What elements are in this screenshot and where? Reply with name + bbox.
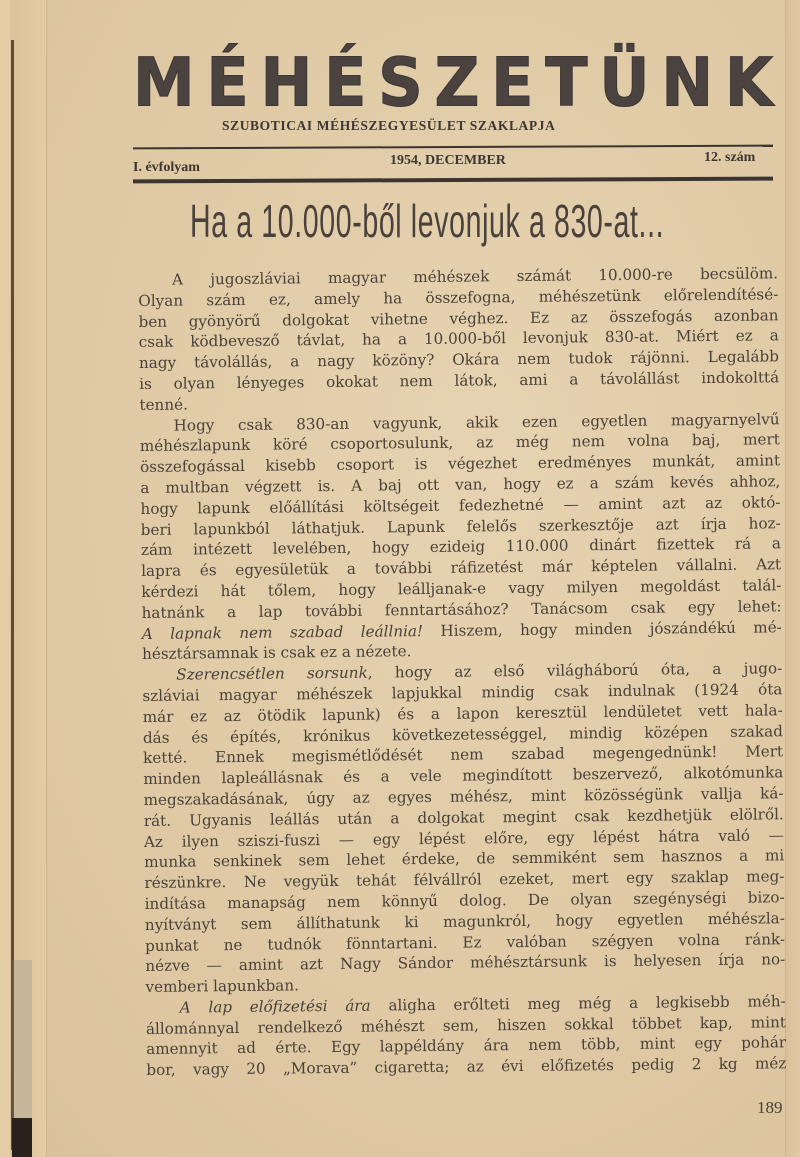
line-text: Hogy csak 830-an vagyunk, akik ezen egyetlen magyarnyelvű	[173, 409, 780, 435]
line-text: is olyan lényeges okokat nem látok, ami a távolállást indokolttá	[139, 368, 780, 393]
line-text: lapra és egyesületük a további ráfizetést már képtelen vállalni. Azt	[141, 555, 782, 581]
line-text: nyítványt sem állíthatunk ki magunkról, hogy egyetlen méhészla-	[144, 908, 785, 934]
line-text: a multban végzett is. A baj ott van, hogy ez a szám kevés ahhoz,	[140, 472, 781, 497]
masthead-letter: K	[724, 43, 773, 122]
emphasized-phrase: Szerencsétlen sorsunk	[176, 663, 368, 684]
line-text: ben gyönyörű dolgokat vihetne véghez. Ez az összefogás azonban	[138, 305, 779, 331]
line-text: hatnánk a lap további fenntartásához? Tanácsom csak egy lehet:	[141, 597, 782, 622]
page-number: 189	[757, 1098, 783, 1117]
line-text: megszakadásának, úgy az egyes méhész, mint közösségünk vallja ká-	[143, 784, 784, 809]
line-text: A jugoszláviai magyar méhészek számát 10.000-re becsülöm.	[172, 264, 779, 289]
line-text: vemberi lapunkban.	[145, 976, 300, 997]
masthead-letter: É	[324, 43, 367, 122]
masthead-letter: É	[206, 43, 249, 122]
line-text: dás és építés, krónikus következetességgel, mindig középen szakad	[142, 721, 783, 747]
masthead-letter: S	[378, 43, 423, 122]
masthead-title	[133, 43, 773, 122]
line-text: ketté. Ennek megismétlődését nem szabad megengednünk! Mert	[143, 742, 784, 768]
line-text: rát. Ugyanis leállás után a dolgokat megint csak kezdhetjük elölről.	[143, 804, 784, 830]
line-text: munka senkinek sem lehet érdeke, de semmiként sem hasznos a mi	[144, 846, 785, 872]
masthead-letter: H	[260, 43, 313, 122]
masthead-letter: Ü	[599, 43, 650, 122]
line-text: csak ködbevesző távlat, ha a 10.000-ből levonjuk 830-at. Miért ez a	[138, 326, 779, 352]
line-text: nézve — amint azt Nagy Sándor méhésztársunk is helyesen írja no-	[145, 950, 786, 976]
masthead-letter: M	[133, 43, 195, 122]
line-text: amennyit ad érte. Egy lappéldány ára nem több, mint egy pohár	[146, 1033, 787, 1059]
line-text: kérdezi hát tőlem, hogy leálljanak-e vagy milyen megoldást talál-	[141, 576, 782, 601]
line-text: , hogy az első világháború óta, a jugo-	[367, 659, 783, 682]
emphasized-phrase: A lapnak nem szabad leállnia!	[141, 621, 424, 643]
masthead-letter: Z	[434, 43, 480, 122]
masthead-subtitle: SZUBOTICAI MÉHÉSZEGYESÜLET SZAKLAPJA	[222, 118, 556, 133]
line-text: összefogással kisebb csoport is végezhet eredményes munkát, amint	[139, 451, 781, 477]
line-text: punkat ne tudnók fönntartani. Ez valóban szégyen volna ránk-	[144, 929, 786, 955]
page-edge-right	[785, 0, 800, 1157]
volume-label: I. évfolyam	[133, 160, 200, 175]
line-text: Olyan szám ez, amely ha összefogna, méhészetünk előrelendítésé-	[138, 285, 779, 310]
line-text: részünkre. Ne vegyük tehát félvállról ezeket, mert egy szaklap meg-	[144, 867, 785, 893]
issue-number: 12. szám	[704, 150, 756, 165]
line-text: minden lapleállásnak és a vele megindított beszervező, alkotómunka	[143, 763, 784, 789]
article-body	[138, 263, 786, 1081]
binding-corner	[12, 1118, 32, 1157]
line-text: méhészlapunk köré csoportosulunk, az még nem volna baj, mert	[139, 430, 780, 456]
line-text: szláviai magyar méhészek lapjukkal mindig csak indulnak (1924 óta	[142, 680, 783, 705]
line-text: tenné.	[139, 395, 188, 414]
masthead-letter: E	[491, 43, 534, 122]
line-text: bor, vagy 20 „Morava” cigaretta; az évi előfizetés pedig 2 kg méz	[146, 1054, 787, 1080]
issue-date: 1954, DECEMBER	[390, 153, 506, 168]
masthead-letter: T	[545, 43, 588, 122]
emphasized-phrase: A lap előfizetési ára	[179, 996, 371, 1017]
binding-strip	[0, 0, 10, 1157]
line-text: aligha erőlteti meg még a legkisebb méh-	[370, 992, 786, 1015]
masthead-letter: N	[661, 43, 714, 122]
line-text: állománnyal rendelkező méhészt sem, hiszen sokkal többet kap, mint	[145, 1012, 787, 1038]
line-text: nagy távolállás, a nagy közöny? Okára nem tudok rájönni. Legalább	[138, 347, 780, 373]
line-text: indítása manapság nem könnyű dolog. De olyan szegénységi bizo-	[144, 888, 785, 913]
line-text: Hiszem, hogy minden jószándékú mé-	[422, 617, 782, 640]
binding-band	[12, 960, 32, 1120]
article-headline: Ha a 10.000-ből levonjuk a 830-at...	[190, 195, 665, 247]
line-text: már ez az ötödik lapunk) és a lapon keresztül lendületet vett hala-	[142, 701, 783, 726]
line-text: hésztársamnak is csak ez a nézete.	[141, 642, 412, 664]
line-text: beri lapunkból láthatjuk. Lapunk felelős szerkesztője azt írja hoz-	[140, 513, 781, 539]
line-text: Az ilyen sziszi-fuszi — egy lépést előre, egy lépést hátra való —	[143, 825, 785, 851]
line-text: hogy lapunk előállítási költségeit fedezhetné — amint azt az októ-	[140, 493, 781, 518]
line-text: zám intézett levelében, hogy ezideig 110.000 dinárt fizettek rá a	[140, 534, 781, 560]
masthead-rule-bottom	[133, 177, 773, 184]
masthead-rule-top	[133, 145, 773, 150]
